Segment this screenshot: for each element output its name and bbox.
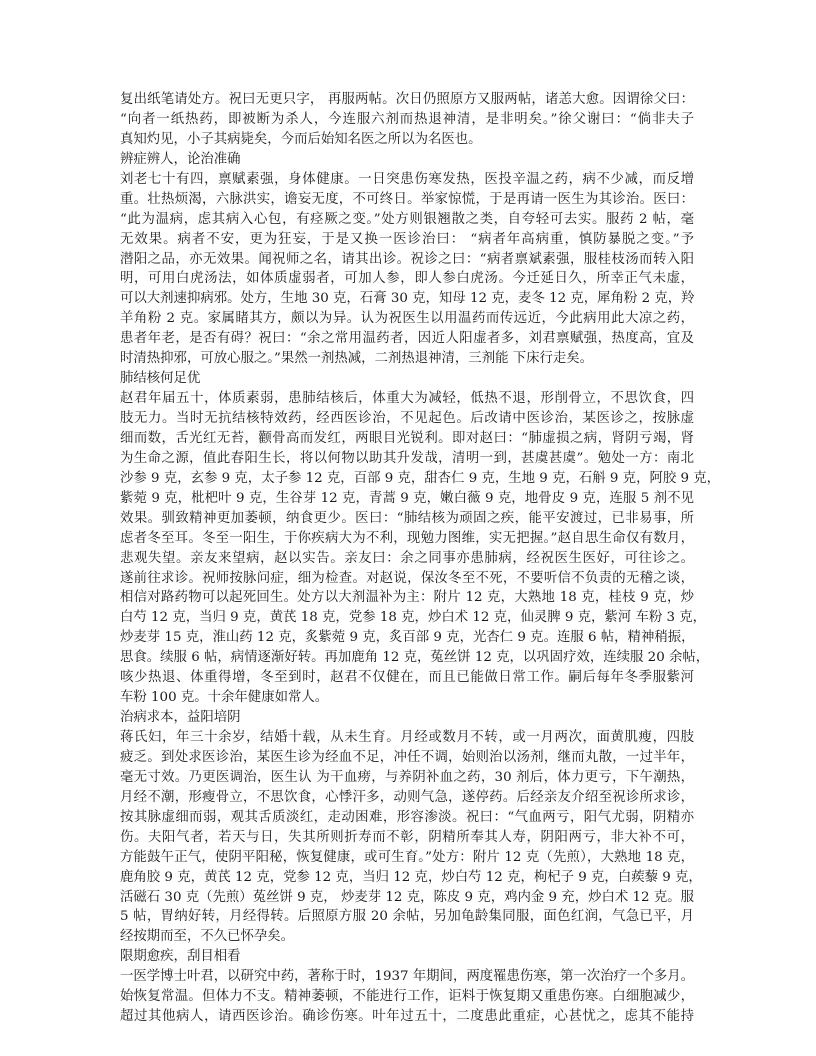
paragraph-line: 白芍 12 克，当归 9 克，黄芪 18 克，党参 18 克，炒白术 12 克，仙灵脾 9 克，紫河 车粉 3 克， [120, 610, 707, 626]
paragraph-line: 伤。夫阳气者，若天与日，失其所则折寿而不彰，阴精所奉其人寿，阴阳两亏，非大补不可， [120, 829, 694, 845]
paragraph-line: “此为温病，虑其病入心包，有痉厥之变。”处方则银翘散之类，自夸轻可去实。服药 2 帖，毫 [120, 211, 694, 227]
paragraph-line: “向者一纸热药，即被断为杀人，今连服六剂而热退神清，是非明矣。”徐父谢曰：“倘非夫子 [120, 111, 694, 127]
paragraph-line: 一医学博士叶君，以研究中药，著称于时，1937 年期间，两度罹患伤寒，第一次治疗一个多月。 [120, 969, 694, 985]
paragraph-line: 始恢复常温。但体力不支。精神萎顿，不能进行工作，讵料于恢复期又重患伤寒。白细胞减少， [120, 989, 694, 1005]
paragraph-line: 按其脉虚细而弱，观其舌质淡红，走动困难，形容渗淡。祝曰：“气血两亏，阳气尤弱，阴精亦 [120, 809, 694, 825]
paragraph-line: 活磁石 30 克（先煎）菟丝饼 9 克， 炒麦芽 12 克，陈皮 9 克，鸡内金 9 充，炒白术 12 克。服 [120, 889, 694, 905]
paragraph-line: 相信对路药物可以起死回生。处方以大剂温补为主：附片 12 克，大熟地 18 克，桂枝 9 克，炒 [120, 590, 694, 606]
paragraph-line: 紫菀 9 克，枇杷叶 9 克，生谷芽 12 克，青蒿 9 克，嫩白薇 9 克，地骨皮 9 克，连服 5 剂不见 [120, 490, 694, 506]
paragraph-line: 真知灼见，小子其病毙矣，今而后始知名医之所以为名医也。 [120, 131, 482, 147]
paragraph-line: 刘老七十有四，禀赋素强，身体健康。一日突患伤寒发热，医投辛温之药，病不少减，而反增 [120, 171, 694, 187]
paragraph-line: 赵君年届五十，体质素弱，患肺结核后，体重大为减轻，低热不退，形削骨立，不思饮食，四 [120, 391, 694, 407]
section-heading: 辨症辨人，论治准确 [120, 151, 241, 167]
paragraph-line: 效果。驯致精神更加萎顿，纳食更少。医曰：“肺结核为顽固之疾，能平安渡过，已非易事，所 [120, 510, 694, 526]
document-page [120, 90, 721, 1027]
paragraph-line: 重。壮热烦渴，六脉洪实，谵妄无度，不可终日。举家惊慌，于是再请一医生为其诊治。医曰： [120, 191, 694, 207]
paragraph-line: 羊角粉 2 克。家属睹其方，颇以为异。认为祝医生以用温药而传远近，今此病用此大凉之药， [120, 311, 694, 327]
paragraph-line: 可以大剂速抑病邪。处方，生地 30 克，石膏 30 克，知母 12 克，麦冬 12 克，犀角粉 2 克，羚 [120, 291, 695, 307]
section-heading: 治病求本，益阳培阴 [120, 710, 241, 726]
paragraph-line: 车粉 100 克。十余年健康如常人。 [120, 690, 329, 706]
paragraph-line: 明，可用白虎汤法，如体质虚弱者，可加人参，即人参白虎汤。今迁延日久，所幸正气未虚， [120, 271, 694, 287]
paragraph-line: 炒麦芽 15 克，淮山药 12 克，炙紫菀 9 克，炙百部 9 克，光杏仁 9 克。连服 6 帖，精神稍振， [120, 630, 695, 646]
paragraph-line: 思食。续服 6 帖，病情逐渐好转。再加鹿角 12 克，菟丝饼 12 克，以巩固疗效，连续服 20 余帖， [120, 650, 710, 666]
paragraph-line: 鹿角胶 9 克，黄芪 12 克，党参 12 克，当归 12 克，炒白芍 12 克，枸杞子 9 克，白蒺藜 9 克， [120, 869, 702, 885]
paragraph-line: 潜阳之品，亦无效果。闻祝师之名，请其出诊。祝诊之曰：“病者禀斌素强，服桂枝汤而转入阳 [120, 251, 694, 267]
paragraph-line: 遂前往求诊。祝师按脉问症，细为检查。对赵说，保汝冬至不死，不要听信不负责的无稽之谈， [120, 570, 694, 586]
section-heading: 限期愈疾，刮目相看 [120, 949, 241, 965]
paragraph-line: 虑者冬至耳。冬至一阳生，于你疾病大为不利，现勉力图维，实无把握。”赵自思生命仅有数月， [120, 530, 694, 546]
paragraph-line: 为生命之源，值此春阳生长，将以何物以助其升发哉，清明一到，甚虞甚虞”。勉处一方：南北 [120, 450, 694, 466]
paragraph-line: 悲观失望。亲友来望病，赵以实告。亲友曰：余之同事亦患肺病，经祝医生医好，可往诊之。 [120, 550, 694, 566]
paragraph-line: 超过其他病人，请西医诊治。确诊伤寒。叶年过五十，二度患此重症，心甚忧之，虑其不能持 [120, 1009, 694, 1025]
paragraph-line: 月经不潮，形瘦骨立，不思饮食，心悸汗多，动则气急，遂停药。后经亲友介绍至祝诊所求诊， [120, 789, 694, 805]
paragraph-line: 咳少热退、体重得增，冬至到时，赵君不仅健在，而且已能做日常工作。嗣后每年冬季服紫河 [120, 670, 694, 686]
paragraph-line: 复出纸笔请处方。祝曰无更只字， 再服两帖。次日仍照原方又服两帖，诸恙大愈。因谓徐父曰： [120, 92, 694, 107]
paragraph-line: 5 帖，胃纳好转，月经得转。后照原方服 20 余帖，另加龟龄集同服，面色红润，气急已平，月 [120, 909, 694, 925]
paragraph-line: 毫无寸效。乃更医调治，医生认 为干血痨，与养阴补血之药，30 剂后，体力更亏，下午潮热， [120, 769, 694, 785]
paragraph-line: 疲乏。到处求医诊治，某医生诊为经血不足，冲任不调，始则治以汤剂，继而丸散，一过半年， [120, 749, 694, 765]
paragraph-line: 患者年老，是否有碍？祝曰：“余之常用温药者，因近人阳虚者多，刘君禀赋强，热度高，宜及 [120, 331, 694, 347]
paragraph-line: 方能鼓午正气，使阴平阳秘，恢复健康，或可生育。”处方：附片 12 克（先煎），大熟地 18 克， [120, 849, 694, 865]
paragraph-line: 蒋氏妇，年三十余岁，结婚十载，从未生育。月经或数月不转，或一月两次，面黄肌瘦，四肢 [120, 730, 694, 745]
section-heading: 肺结核何足优 [120, 371, 201, 387]
paragraph-line: 时清热抑邪，可放心服之。”果然一剂热减，二剂热退神清，三剂能 下床行走矣。 [120, 351, 594, 367]
paragraph-line: 沙参 9 克，玄参 9 克，太子参 12 克，百部 9 克，甜杏仁 9 克，生地 9 克，石斛 9 克，阿胶 9 克， [120, 470, 721, 486]
paragraph-line: 经按期而至，不久已怀孕矣。 [120, 929, 295, 945]
paragraph-line: 肢无力。当时无抗结核特效药，经西医诊治，不见起色。后改请中医诊治，某医诊之，按脉虚 [120, 411, 694, 426]
paragraph-line: 无效果。病者不安，更为狂妄，于是又换一医诊治曰： “病者年高病重，慎防暴脱之变。”予 [120, 231, 694, 247]
paragraph-line: 细而数，舌光红无苔，颧骨高而发红，两眼目光锐利。即对赵曰：“肺虚损之病，肾阴亏竭，肾 [120, 430, 694, 446]
